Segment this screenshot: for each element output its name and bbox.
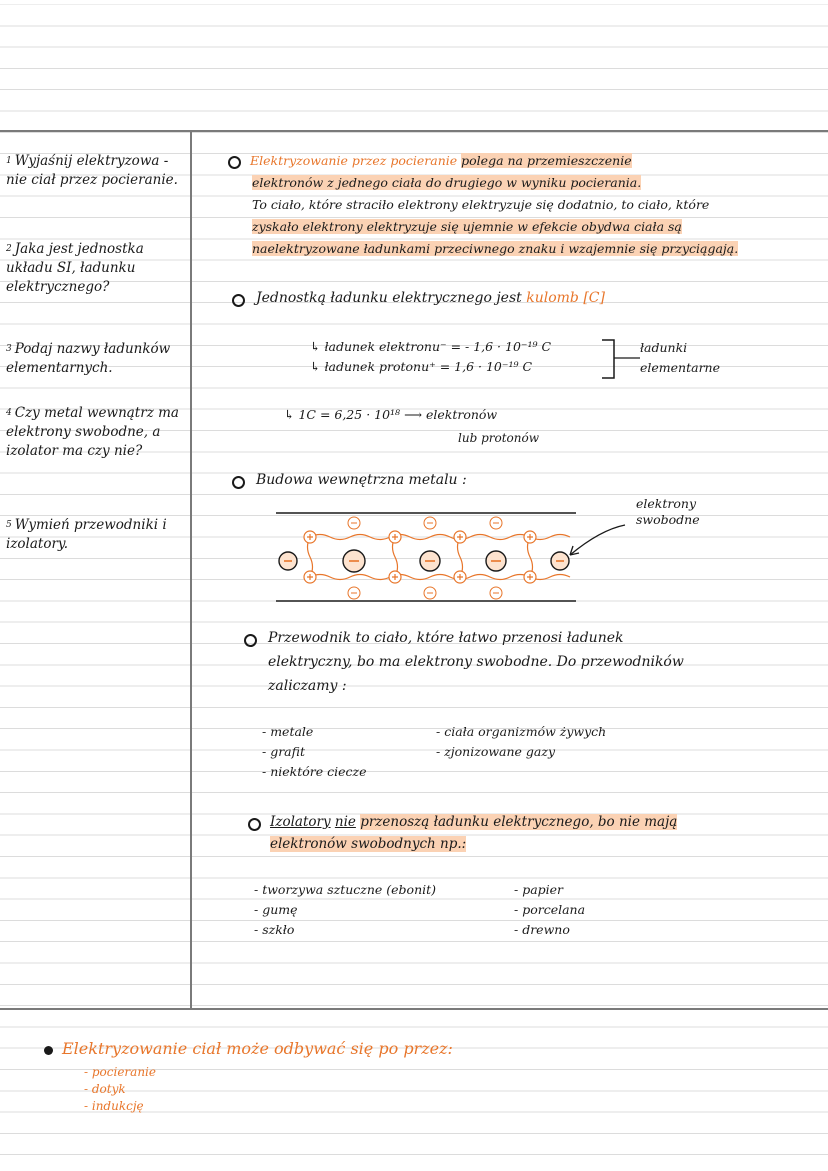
question-4: $^4$ Czy metal wewnątrz ma elektrony swobodne, a izolator ma czy nie? (6, 405, 179, 459)
question-3: $^3$ Podaj nazwy ładunków elementarnych. (6, 341, 171, 376)
list-item: - drewno (514, 922, 570, 937)
section1-line1: Elektryzowanie przez pocieranie polega na przemieszczenie (250, 153, 632, 168)
bullet-circle-icon (244, 634, 257, 647)
list-item: - metale (262, 724, 314, 739)
bullet-circle-icon (228, 156, 241, 169)
question-2: $^2$ Jaka jest jednostka układu SI, ładunku elektrycznego? (6, 241, 144, 295)
section1-line2: elektronów z jednego ciała do drugiego w wyniku pocierania. (252, 175, 642, 190)
section5-line1: Izolatory nie przenoszą ładunku elektrycznego, bo nie mają (270, 814, 678, 830)
list-item: - dotyk (84, 1082, 126, 1096)
bracket-icon (600, 338, 642, 382)
list-item: - niektóre ciecze (262, 764, 367, 779)
coulomb-equation: ↳ 1C = 6,25 · 10¹⁸ ⟶ elektronów (284, 407, 498, 422)
list-item: - papier (514, 882, 564, 897)
footer-list (84, 1064, 156, 1115)
section2-title: Jednostką ładunku elektrycznego jest kulomb [C] (256, 290, 605, 306)
list-item: - grafit (262, 744, 305, 759)
conductors-list-right (436, 722, 606, 762)
top-margin-line (0, 130, 828, 132)
section4-line2: elektryczny, bo ma elektrony swobodne. Do przewodników (268, 654, 684, 670)
bottom-margin-line (0, 1008, 828, 1010)
section4-line1: Przewodnik to ciało, które łatwo przenosi ładunek (268, 630, 624, 646)
bullet-circle-icon (232, 294, 245, 307)
list-item: - tworzywa sztuczne (ebonit) (254, 882, 437, 897)
list-item: - zjonizowane gazy (436, 744, 556, 759)
bracket-label: ładunki elementarne (640, 340, 720, 375)
bullet-circle-icon (248, 818, 261, 831)
coulomb-protons: lub protonów (458, 431, 539, 445)
proton-charge: ↳ ładunek protonu⁺ = 1,6 · 10⁻¹⁹ C (310, 359, 533, 374)
free-electrons-label: elektrony swobodne (636, 496, 700, 527)
question-5: $^5$ Wymień przewodniki i izolatory. (6, 517, 167, 552)
section1-line4: zyskało elektrony elektryzuje się ujemnie w efekcie obydwa ciała są (252, 219, 682, 234)
section1-line3: To ciało, które straciło elektrony elektryzuje się dodatnio, to ciało, które (252, 197, 710, 212)
list-item: - gumę (254, 902, 298, 917)
list-item: - szkło (254, 922, 295, 937)
list-item: - indukcję (84, 1099, 144, 1113)
electron-charge: ↳ ładunek elektronu⁻ = - 1,6 · 10⁻¹⁹ C (310, 339, 552, 354)
insulators-list-right (514, 880, 585, 940)
bullet-circle-icon (232, 476, 245, 489)
section4-line3: zaliczamy : (268, 678, 347, 694)
metal-structure-diagram (270, 505, 640, 610)
conductors-list-left (262, 722, 367, 782)
section3-title: Budowa wewnętrzna metalu : (256, 472, 467, 488)
list-item: - porcelana (514, 902, 586, 917)
column-divider (190, 130, 192, 1008)
footer-title: Elektryzowanie ciał może odbywać się po przez: (62, 1039, 453, 1058)
footer-bullet-icon (44, 1046, 53, 1055)
electron-icon (279, 550, 569, 572)
list-item: - ciała organizmów żywych (436, 724, 607, 739)
insulators-list-left (254, 880, 436, 940)
question-1: $^1$ Wyjaśnij elektryzowa -nie ciał przez pocieranie. (6, 153, 178, 188)
section1-line5: naelektryzowane ładunkami przeciwnego znaku i wzajemnie się przyciągają. (252, 241, 739, 256)
list-item: - pocieranie (84, 1065, 156, 1079)
section5-line2: elektronów swobodnych np.: (270, 836, 467, 852)
